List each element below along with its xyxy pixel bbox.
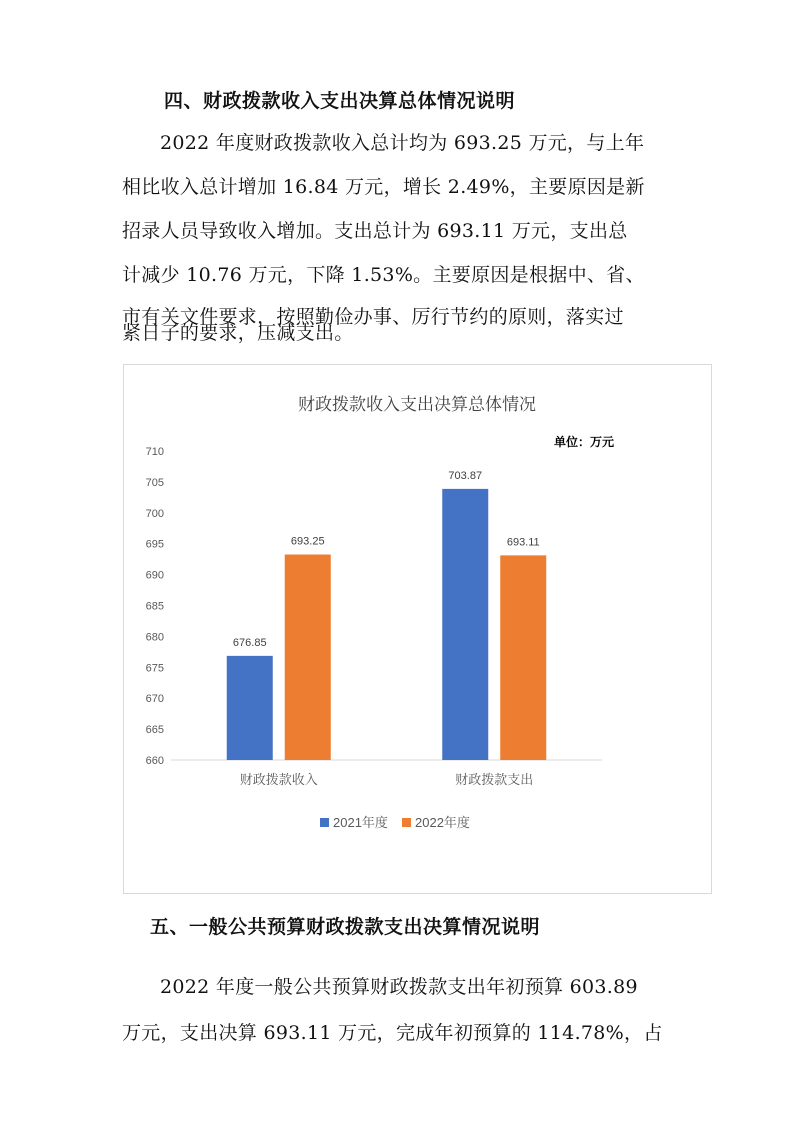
data-label: 703.87: [448, 469, 483, 482]
data-label: 693.11: [506, 536, 540, 549]
legend-label: 2022年度: [415, 815, 470, 830]
unit-label: 单位：万元: [553, 435, 614, 449]
chart-title: 财政拨款收入支出决算总体情况: [298, 395, 536, 414]
bar-2021: [442, 489, 488, 760]
section4-line: 2022 年度财政拨款收入总计均为 693.25 万元，与上年: [160, 132, 645, 154]
bar-2021: [227, 656, 273, 760]
legend-swatch: [320, 818, 329, 827]
y-tick-label: 680: [145, 631, 164, 644]
y-tick-label: 665: [145, 724, 164, 737]
bar-2022: [285, 555, 331, 760]
section4-line: 紧日子的要求，压减支出。: [122, 322, 354, 344]
section4-line: 市有关文件要求，按照勤俭办事、厉行节约的原则，落实过: [122, 306, 624, 328]
y-tick-label: 670: [145, 693, 164, 706]
section5-heading: 五、一般公共预算财政拨款支出决算情况说明: [150, 916, 541, 938]
section5-line: 万元，支出决算 693.11 万元，完成年初预算的 114.78%，占: [122, 1022, 663, 1044]
y-tick-label: 700: [145, 507, 164, 520]
y-tick-label: 685: [145, 600, 164, 613]
data-label: 676.85: [232, 636, 267, 649]
section5-line: 2022 年度一般公共预算财政拨款支出年初预算 603.89: [160, 976, 638, 998]
y-tick-label: 675: [145, 662, 164, 675]
x-category-label: 财政拨款支出: [455, 772, 534, 787]
x-category-label: 财政拨款收入: [239, 772, 318, 787]
y-tick-label: 690: [145, 569, 164, 582]
data-label: 693.25: [290, 535, 325, 548]
y-tick-label: 710: [145, 446, 164, 458]
y-tick-label: 660: [145, 755, 164, 767]
legend-label: 2021年度: [333, 815, 388, 830]
bar-2022: [500, 555, 546, 760]
y-tick-label: 705: [145, 476, 164, 489]
legend-swatch: [402, 818, 411, 827]
bar-chart: [123, 364, 712, 894]
y-tick-label: 695: [145, 538, 164, 551]
chart-canvas: [124, 365, 711, 893]
section4-heading: 四、财政拨款收入支出决算总体情况说明: [164, 90, 516, 112]
section4-line: 相比收入总计增加 16.84 万元，增长 2.49%，主要原因是新: [122, 176, 645, 198]
section4-line: 招录人员导致收入增加。支出总计为 693.11 万元，支出总: [122, 220, 628, 242]
section4-line: 计减少 10.76 万元，下降 1.53%。主要原因是根据中、省、: [122, 264, 645, 286]
